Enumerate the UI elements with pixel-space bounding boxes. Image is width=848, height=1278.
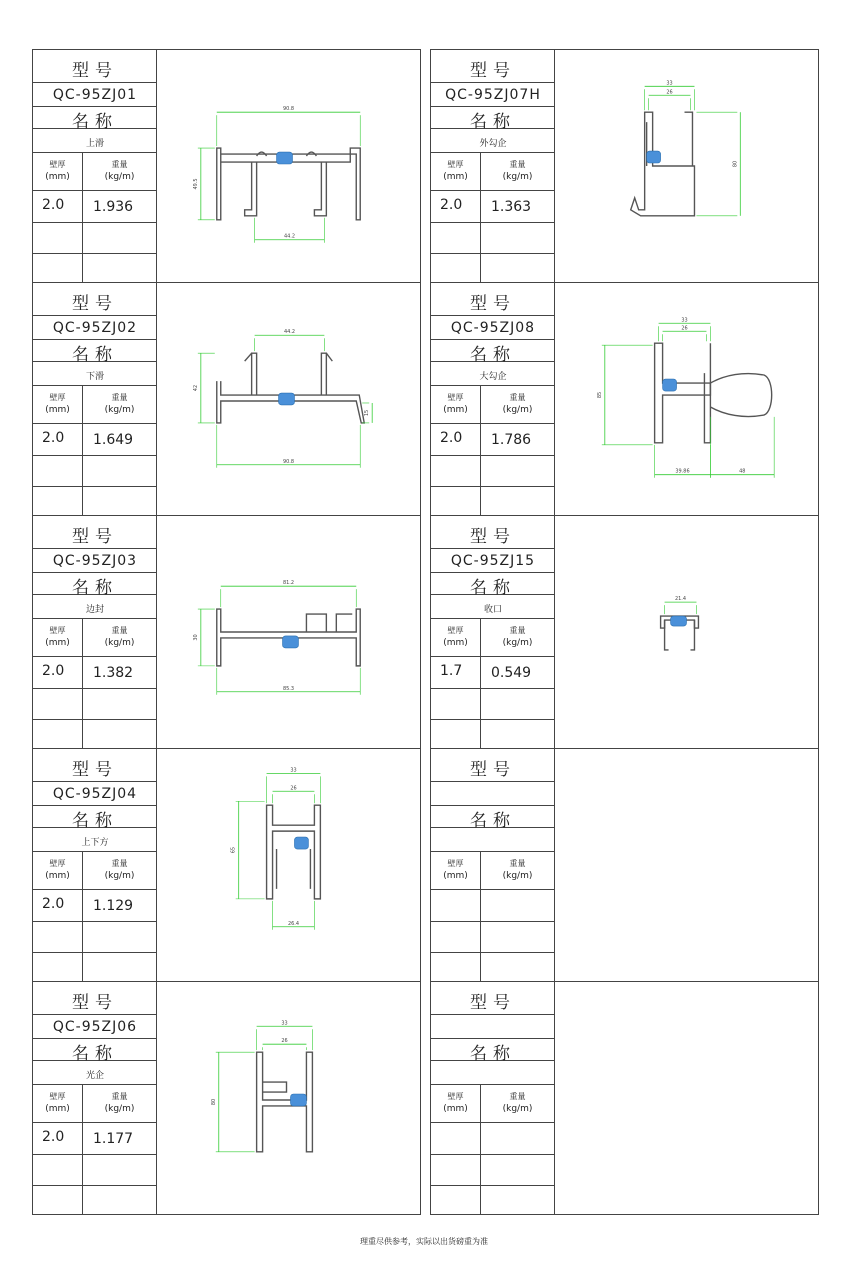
wall-thickness-value: 1.7	[440, 663, 463, 679]
profile-drawing-svg	[555, 50, 818, 281]
dimension-line	[217, 668, 360, 695]
wall-thickness-unit: (mm)	[443, 871, 468, 881]
dimension-line	[263, 1038, 307, 1050]
dimension-label: 26	[681, 325, 688, 332]
weight-label: 重量	[509, 1092, 526, 1101]
dimension-label: 49.5	[192, 178, 199, 190]
weight-label: 重量	[111, 160, 128, 169]
weight-unit: (kg/m)	[104, 871, 135, 881]
profile-card	[32, 282, 421, 516]
name-header: 名称	[470, 811, 516, 831]
row-divider	[431, 486, 555, 487]
wall-thickness-label: 壁厚	[447, 626, 464, 635]
profile-info-column	[431, 749, 555, 981]
gasket-icon	[294, 837, 308, 849]
profile-info-column	[33, 50, 157, 282]
profile-drawing-svg	[157, 982, 420, 1213]
model-header: 型号	[470, 527, 516, 547]
row-divider	[33, 1185, 157, 1186]
weight-label: 重量	[111, 1092, 128, 1101]
profile-info-column	[33, 749, 157, 981]
weight-label: 重量	[509, 859, 526, 868]
wall-thickness-unit: (mm)	[45, 871, 70, 881]
dimension-label: 33	[290, 767, 297, 774]
row-divider	[431, 1185, 555, 1186]
wall-thickness-unit: (mm)	[443, 638, 468, 648]
wall-thickness-unit: (mm)	[443, 172, 468, 182]
row-divider	[431, 1122, 555, 1123]
model-number: QC-95ZJ06	[52, 1019, 138, 1035]
profile-card	[32, 515, 421, 749]
dimension-line	[655, 445, 711, 478]
profile-drawing	[555, 50, 818, 281]
model-header: 型号	[72, 527, 118, 547]
weight-value: 0.549	[491, 665, 532, 681]
profile-drawing	[157, 50, 420, 281]
weight-value: 1.936	[93, 199, 134, 215]
profile-card	[430, 748, 819, 982]
row-divider	[33, 152, 157, 153]
dimension-line	[211, 1052, 255, 1152]
profile-name: 光企	[85, 1071, 104, 1081]
profile-card	[430, 515, 819, 749]
profile-card	[430, 49, 819, 283]
name-header: 名称	[72, 578, 118, 598]
wall-thickness-label: 壁厚	[447, 393, 464, 402]
profile-outline	[252, 353, 327, 395]
dimension-line	[193, 353, 215, 423]
model-number: QC-95ZJ04	[52, 786, 138, 802]
row-divider	[431, 190, 555, 191]
profile-info-column	[431, 516, 555, 748]
dimension-line	[221, 580, 356, 607]
row-divider	[431, 548, 555, 549]
gasket-icon	[277, 152, 293, 164]
profile-drawing	[157, 982, 420, 1213]
profile-outline	[263, 1082, 287, 1092]
row-divider	[33, 952, 157, 953]
wall-thickness-label: 壁厚	[49, 393, 66, 402]
profile-drawing	[555, 283, 818, 514]
profile-drawing-svg	[555, 283, 818, 514]
profile-info-column	[33, 982, 157, 1214]
wall-thickness-value: 2.0	[42, 1129, 65, 1145]
profile-outline	[267, 805, 321, 899]
profile-card	[32, 981, 421, 1215]
weight-label: 重量	[509, 626, 526, 635]
dimension-line	[273, 901, 315, 930]
model-number: QC-95ZJ01	[52, 87, 138, 103]
dimension-line	[193, 148, 215, 220]
profile-outline	[245, 162, 257, 216]
gasket-icon	[279, 393, 295, 405]
profile-outline	[710, 374, 771, 417]
name-header: 名称	[470, 112, 516, 132]
wall-thickness-label: 壁厚	[49, 160, 66, 169]
weight-unit: (kg/m)	[502, 1104, 533, 1114]
row-divider	[431, 423, 555, 424]
row-divider	[431, 781, 555, 782]
profile-drawing	[157, 516, 420, 747]
profile-name: 上下方	[81, 838, 109, 848]
profile-drawing-svg	[555, 749, 818, 980]
model-header: 型号	[470, 61, 516, 81]
profile-drawing-svg	[157, 516, 420, 747]
row-divider	[33, 851, 157, 852]
row-divider	[431, 656, 555, 657]
row-divider	[431, 222, 555, 223]
profile-name: 下滑	[85, 372, 104, 382]
dimension-label: 80	[732, 160, 739, 168]
dimension-label: 90.8	[282, 106, 295, 113]
weight-unit: (kg/m)	[104, 172, 135, 182]
row-divider	[431, 1014, 555, 1015]
wall-thickness-label: 壁厚	[49, 626, 66, 635]
row-divider	[33, 222, 157, 223]
weight-label: 重量	[509, 393, 526, 402]
model-number: QC-95ZJ07H	[445, 87, 541, 103]
dimension-label: 81.2	[282, 580, 295, 587]
gasket-icon	[671, 616, 687, 626]
weight-label: 重量	[111, 393, 128, 402]
profile-outline	[277, 849, 311, 889]
dimension-label: 26	[281, 1038, 288, 1045]
row-divider	[33, 889, 157, 890]
wall-thickness-unit: (mm)	[45, 405, 70, 415]
dimension-label: 80	[210, 1098, 217, 1106]
wall-thickness-value: 2.0	[42, 896, 65, 912]
row-divider	[431, 921, 555, 922]
profile-drawing	[157, 749, 420, 980]
row-divider	[33, 1122, 157, 1123]
dimension-line	[257, 1020, 313, 1050]
weight-value: 1.382	[93, 665, 134, 681]
dimension-label: 33	[281, 1020, 288, 1027]
gasket-icon	[283, 636, 299, 648]
dimension-line	[663, 325, 707, 341]
row-divider	[431, 688, 555, 689]
profile-name: 上滑	[85, 139, 104, 149]
row-divider	[431, 851, 555, 852]
profile-outline	[704, 343, 710, 443]
name-header: 名称	[72, 1044, 118, 1064]
row-divider	[431, 385, 555, 386]
profile-drawing	[555, 982, 818, 1213]
row-divider	[431, 618, 555, 619]
weight-label: 重量	[111, 859, 128, 868]
row-divider	[33, 486, 157, 487]
row-divider	[33, 1084, 157, 1085]
model-number: QC-95ZJ02	[52, 320, 138, 336]
name-header: 名称	[72, 811, 118, 831]
dimension-label: 65	[230, 846, 237, 854]
weight-value: 1.649	[93, 432, 134, 448]
weight-value: 1.177	[93, 1131, 134, 1147]
profile-card	[430, 282, 819, 516]
row-divider	[431, 152, 555, 153]
model-number: QC-95ZJ03	[52, 553, 138, 569]
row-divider	[431, 82, 555, 83]
row-divider	[33, 385, 157, 386]
gasket-icon	[663, 379, 677, 391]
profile-card	[32, 748, 421, 982]
weight-unit: (kg/m)	[104, 638, 135, 648]
weight-unit: (kg/m)	[502, 172, 533, 182]
profile-drawing-svg	[157, 50, 420, 281]
dimension-label: 48	[739, 468, 746, 475]
model-header: 型号	[470, 993, 516, 1013]
dimension-line	[231, 801, 265, 899]
name-header: 名称	[470, 1044, 516, 1064]
row-divider	[33, 455, 157, 456]
row-divider	[33, 1154, 157, 1155]
row-divider	[33, 618, 157, 619]
weight-unit: (kg/m)	[502, 871, 533, 881]
name-header: 名称	[72, 345, 118, 365]
row-divider	[33, 190, 157, 191]
dimension-label: 33	[666, 80, 673, 87]
row-divider	[33, 719, 157, 720]
wall-thickness-unit: (mm)	[443, 405, 468, 415]
row-divider	[33, 315, 157, 316]
model-header: 型号	[72, 294, 118, 314]
dimension-line	[696, 112, 740, 216]
profile-name: 大勾企	[479, 372, 507, 382]
profile-drawing-svg	[157, 283, 420, 514]
profile-card	[32, 49, 421, 283]
dimension-label: 44.2	[283, 233, 296, 240]
row-divider	[33, 921, 157, 922]
profile-drawing-svg	[555, 516, 818, 747]
dimension-line	[193, 609, 215, 666]
dimension-label: 26	[290, 785, 297, 792]
dimension-label: 30	[192, 634, 199, 641]
profile-drawing	[555, 749, 818, 980]
weight-unit: (kg/m)	[104, 1104, 135, 1114]
profile-outline	[655, 343, 711, 443]
wall-thickness-value: 2.0	[440, 197, 463, 213]
gasket-icon	[290, 1094, 306, 1106]
dimension-label: 15	[364, 409, 371, 417]
profile-card	[430, 981, 819, 1215]
wall-thickness-value: 2.0	[42, 663, 65, 679]
dimension-line	[649, 89, 691, 110]
row-divider	[431, 315, 555, 316]
wall-thickness-label: 壁厚	[447, 160, 464, 169]
profile-drawing	[555, 516, 818, 747]
wall-thickness-unit: (mm)	[45, 172, 70, 182]
row-divider	[431, 1084, 555, 1085]
model-header: 型号	[470, 760, 516, 780]
weight-unit: (kg/m)	[502, 405, 533, 415]
profile-outline	[245, 353, 333, 361]
row-divider	[431, 952, 555, 953]
profile-name: 外勾企	[479, 139, 507, 149]
row-divider	[431, 253, 555, 254]
gasket-icon	[647, 151, 661, 163]
weight-label: 重量	[509, 160, 526, 169]
row-divider	[33, 253, 157, 254]
row-divider	[33, 423, 157, 424]
name-header: 名称	[470, 345, 516, 365]
profile-info-column	[431, 283, 555, 515]
dimension-line	[255, 329, 325, 351]
profile-info-column	[33, 516, 157, 748]
dimension-line	[255, 218, 325, 243]
name-header: 名称	[470, 578, 516, 598]
model-number: QC-95ZJ08	[450, 320, 536, 336]
profile-name: 边封	[85, 605, 104, 615]
model-header: 型号	[72, 760, 118, 780]
dimension-line	[710, 417, 774, 478]
profile-outline	[306, 614, 352, 632]
dimension-label: 90.8	[282, 458, 295, 465]
row-divider	[33, 781, 157, 782]
row-divider	[33, 688, 157, 689]
dimension-label: 26.4	[287, 920, 300, 927]
wall-thickness-value: 2.0	[42, 430, 65, 446]
model-header: 型号	[470, 294, 516, 314]
weight-value: 1.786	[491, 432, 532, 448]
profile-drawing-svg	[555, 982, 818, 1213]
profile-info-column	[33, 283, 157, 515]
wall-thickness-label: 壁厚	[49, 859, 66, 868]
dimension-label: 21.4	[674, 596, 687, 603]
row-divider	[33, 656, 157, 657]
dimension-label: 33	[681, 317, 688, 324]
dimension-label: 44.2	[283, 329, 296, 336]
profile-drawing	[157, 283, 420, 514]
dimension-line	[597, 345, 653, 445]
dimension-line	[665, 596, 697, 614]
name-header: 名称	[72, 112, 118, 132]
weight-value: 1.129	[93, 898, 134, 914]
dimension-label: 85.3	[282, 685, 295, 692]
wall-thickness-unit: (mm)	[443, 1104, 468, 1114]
dimension-line	[217, 106, 360, 146]
row-divider	[33, 82, 157, 83]
weight-value: 1.363	[491, 199, 532, 215]
profile-drawing-svg	[157, 749, 420, 980]
profile-outline	[631, 112, 695, 216]
model-header: 型号	[72, 61, 118, 81]
model-number: QC-95ZJ15	[450, 553, 536, 569]
wall-thickness-value: 2.0	[440, 430, 463, 446]
row-divider	[431, 455, 555, 456]
dimension-line	[217, 425, 360, 468]
footer-note: 理重尽供参考，实际以出货磅重为准	[360, 1237, 488, 1246]
dimension-label: 42	[192, 384, 199, 392]
profile-name: 收口	[483, 605, 502, 615]
profile-info-column	[431, 982, 555, 1214]
row-divider	[431, 1154, 555, 1155]
wall-thickness-unit: (mm)	[45, 1104, 70, 1114]
profile-outline	[314, 162, 326, 216]
wall-thickness-label: 壁厚	[447, 1092, 464, 1101]
weight-label: 重量	[111, 626, 128, 635]
wall-thickness-label: 壁厚	[447, 859, 464, 868]
model-header: 型号	[72, 993, 118, 1013]
dimension-label: 85	[596, 391, 603, 399]
weight-unit: (kg/m)	[502, 638, 533, 648]
profile-info-column	[431, 50, 555, 282]
row-divider	[33, 548, 157, 549]
wall-thickness-unit: (mm)	[45, 638, 70, 648]
dimension-label: 39.86	[675, 468, 690, 475]
row-divider	[431, 719, 555, 720]
row-divider	[33, 1014, 157, 1015]
wall-thickness-label: 壁厚	[49, 1092, 66, 1101]
row-divider	[431, 889, 555, 890]
wall-thickness-value: 2.0	[42, 197, 65, 213]
dimension-label: 26	[666, 89, 673, 96]
dimension-line	[273, 785, 315, 803]
weight-unit: (kg/m)	[104, 405, 135, 415]
